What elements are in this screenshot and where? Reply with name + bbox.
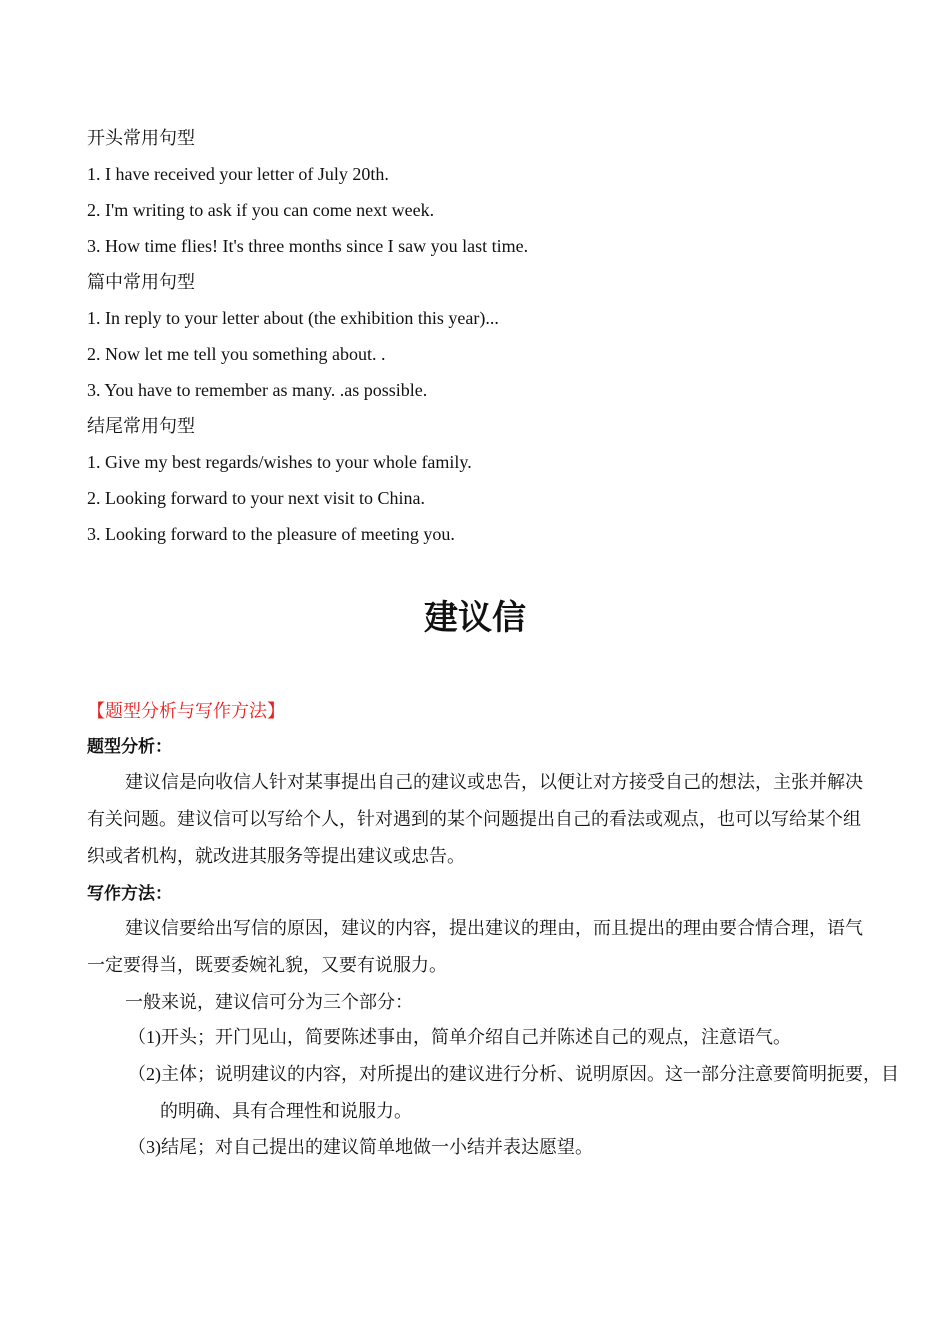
analysis-label: 题型分析： [87, 737, 172, 757]
opening-item: 1. I have received your letter of July 20th. [87, 164, 389, 184]
ending-item: 3. Looking forward to the pleasure of meeting you. [87, 524, 455, 544]
middle-item: 3. You have to remember as many. .as possible. [87, 380, 428, 400]
method-paragraph: 建议信要给出写信的原因，建议的内容，提出建议的理由，而且提出的理由要合情合理，语气一定要得当，既要委婉礼貌，又要有说服力。 [87, 918, 863, 975]
opening-item: 3. How time flies! It's three months since I saw you last time. [87, 236, 529, 256]
method-label: 写作方法： [87, 884, 172, 904]
opening-item: 2. I'm writing to ask if you can come next week. [87, 200, 435, 220]
middle-item: 2. Now let me tell you something about. . [87, 344, 386, 364]
section-title: 建议信 [424, 598, 526, 638]
ending-item: 2. Looking forward to your next visit to China. [87, 488, 425, 508]
part-item: （1)开头；开门见山，简要陈述事由，简单介绍自己并陈述自己的观点，注意语气。 [128, 1027, 791, 1047]
part-item: （2)主体；说明建议的内容，对所提出的建议进行分析、说明原因。这一部分注意要简明扼要，目的明确、具有合理性和说服力。 [128, 1064, 899, 1121]
ending-item: 1. Give my best regards/wishes to your whole family. [87, 452, 472, 472]
section-tag: 【题型分析与写作方法】 [87, 701, 285, 721]
parts-intro: 一般来说，建议信可分为三个部分： [125, 992, 413, 1012]
part-item: （3)结尾；对自己提出的建议简单地做一小结并表达愿望。 [128, 1137, 593, 1157]
opening-heading: 开头常用句型 [87, 128, 195, 148]
ending-heading: 结尾常用句型 [87, 416, 195, 436]
analysis-paragraph: 建议信是向收信人针对某事提出自己的建议或忠告，以便让对方接受自己的想法，主张并解决有关问题。建议信可以写给个人，针对遇到的某个问题提出自己的看法或观点，也可以写给某个组织或者机构，就改进其服务等提出建议或忠告。 [87, 772, 863, 866]
middle-heading: 篇中常用句型 [87, 272, 195, 292]
middle-item: 1. In reply to your letter about (the exhibition this year)... [87, 308, 499, 328]
